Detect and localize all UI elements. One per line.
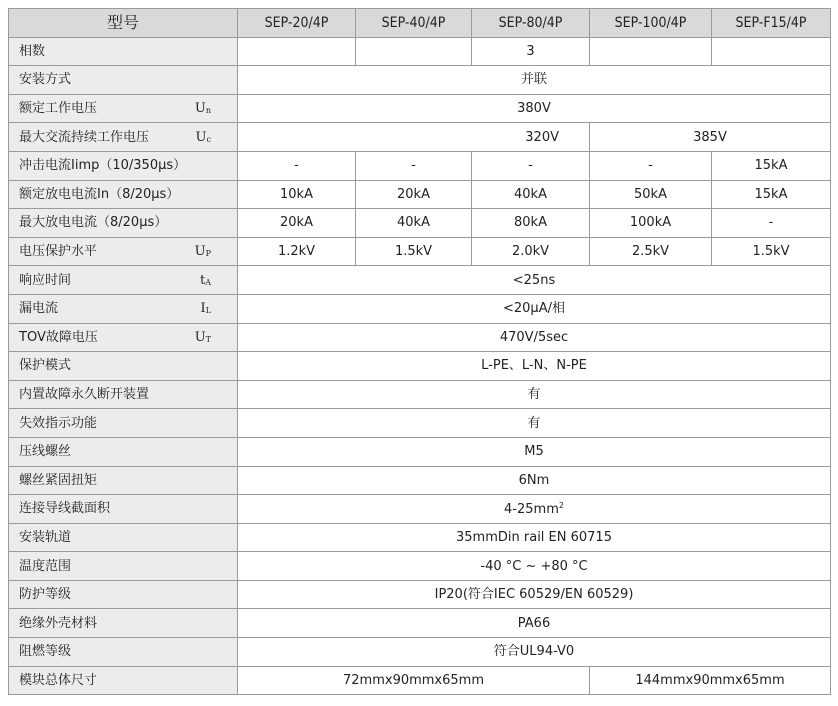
- cell-value: M5: [238, 437, 831, 466]
- row-screw-torque: [9, 466, 831, 495]
- cell-value: 40kA: [356, 209, 472, 238]
- cell-value: 20kA: [238, 209, 356, 238]
- row-terminal-screw: [9, 437, 831, 466]
- row-label: 安装轨道: [9, 523, 238, 552]
- cell-value: 10kA: [238, 180, 356, 209]
- cell-value: IP20(符合IEC 60529/EN 60529): [238, 580, 831, 609]
- symbol-main: U: [194, 244, 206, 260]
- cell-value: 35mmDin rail EN 60715: [238, 523, 831, 552]
- symbol-sub: c: [206, 134, 211, 144]
- row-max-cont-voltage: [9, 123, 831, 152]
- cell-value: <20μA/相: [238, 294, 831, 323]
- cell-value: 3: [472, 37, 590, 66]
- row-protection-mode: [9, 352, 831, 381]
- row-max-discharge: [9, 209, 831, 238]
- cell-value: 15kA: [712, 151, 831, 180]
- symbol-main: I: [200, 301, 206, 317]
- row-label: TOV故障电压: [19, 329, 98, 345]
- symbol: [195, 245, 211, 258]
- cell-value: 有: [238, 380, 831, 409]
- cell-value: 144mmx90mmx65mm: [590, 666, 831, 695]
- spec-table: [8, 8, 831, 695]
- model-col-3: SEP-80/4P: [472, 9, 590, 38]
- model-col-2: SEP-40/4P: [356, 9, 472, 38]
- row-label: 温度范围: [9, 552, 238, 581]
- superscript: 2: [558, 500, 564, 510]
- row-label-cell: [9, 237, 238, 266]
- row-temp-range: [9, 552, 831, 581]
- model-header-label: 型号: [9, 9, 238, 38]
- row-label: 漏电流: [19, 301, 59, 317]
- row-wire-section: [9, 495, 831, 524]
- row-label: 压线螺丝: [9, 437, 238, 466]
- symbol: [195, 102, 211, 115]
- symbol-sub: L: [205, 306, 211, 316]
- cell-value: 1.5kV: [356, 237, 472, 266]
- cell-value: 符合UL94-V0: [238, 638, 831, 667]
- model-col-5: SEP-F15/4P: [712, 9, 831, 38]
- symbol: [201, 302, 211, 315]
- symbol-main: t: [199, 272, 206, 288]
- cell-value: -: [356, 151, 472, 180]
- cell-value: 1.2kV: [238, 237, 356, 266]
- cell-value: -: [712, 209, 831, 238]
- cell-value: 1.5kV: [712, 237, 831, 266]
- row-label: 绝缘外壳材料: [9, 609, 238, 638]
- row-label: 连接导线截面积: [9, 495, 238, 524]
- row-housing-material: [9, 609, 831, 638]
- symbol-sub: A: [205, 277, 211, 287]
- row-label: 相数: [9, 37, 238, 66]
- cell-empty: [356, 37, 472, 66]
- cell-value: 4-25mm: [504, 501, 559, 517]
- cell-value: 380V: [238, 94, 831, 123]
- symbol-sub: P: [205, 249, 211, 259]
- row-tov-voltage: [9, 323, 831, 352]
- row-label: 内置故障永久断开装置: [9, 380, 238, 409]
- row-ip-rating: [9, 580, 831, 609]
- symbol-main: U: [194, 329, 206, 345]
- row-label-cell: [9, 266, 238, 295]
- symbol-sub: n: [205, 106, 211, 116]
- row-label: 模块总体尺寸: [9, 666, 238, 695]
- row-rail: [9, 523, 831, 552]
- symbol: [196, 131, 211, 144]
- symbol: [195, 331, 211, 344]
- cell-value: 20kA: [356, 180, 472, 209]
- cell-value: 6Nm: [238, 466, 831, 495]
- row-label: 防护等级: [9, 580, 238, 609]
- cell-value-wrap: [238, 495, 831, 524]
- row-phases: [9, 37, 831, 66]
- cell-value: L-PE、L-N、N-PE: [238, 352, 831, 381]
- cell-value: 并联: [238, 66, 831, 95]
- cell-value: -: [472, 151, 590, 180]
- row-label: 螺丝紧固扭矩: [9, 466, 238, 495]
- row-dimensions: [9, 666, 831, 695]
- cell-empty: [238, 37, 356, 66]
- row-label: 最大交流持续工作电压: [19, 129, 150, 145]
- model-col-4: SEP-100/4P: [590, 9, 712, 38]
- row-rated-voltage: [9, 94, 831, 123]
- cell-value: <25ns: [238, 266, 831, 295]
- row-impulse-current: [9, 151, 831, 180]
- row-label: 额定工作电压: [19, 101, 98, 117]
- row-label: 安装方式: [9, 66, 238, 95]
- cell-value: 2.5kV: [590, 237, 712, 266]
- row-label: 额定放电电流In（8/20μs）: [9, 180, 238, 209]
- cell-value: 320V: [238, 123, 590, 152]
- row-label: 失效指示功能: [9, 409, 238, 438]
- row-label-cell: [9, 294, 238, 323]
- symbol: [200, 274, 211, 287]
- row-flame-rating: [9, 638, 831, 667]
- row-label: 阻燃等级: [9, 638, 238, 667]
- row-protection-level: [9, 237, 831, 266]
- row-label-cell: [9, 123, 238, 152]
- row-label: 响应时间: [19, 272, 72, 288]
- row-failure-indicator: [9, 409, 831, 438]
- row-builtin-disconnector: [9, 380, 831, 409]
- row-label-cell: [9, 94, 238, 123]
- cell-value: PA66: [238, 609, 831, 638]
- cell-value: -: [590, 151, 712, 180]
- cell-value: 40kA: [472, 180, 590, 209]
- row-response-time: [9, 266, 831, 295]
- cell-value: 2.0kV: [472, 237, 590, 266]
- model-col-1: SEP-20/4P: [238, 9, 356, 38]
- row-install-method: [9, 66, 831, 95]
- symbol-main: U: [194, 101, 206, 117]
- cell-value: -: [238, 151, 356, 180]
- row-label: 最大放电电流（8/20μs）: [9, 209, 238, 238]
- row-label: 电压保护水平: [19, 244, 98, 260]
- symbol-sub: T: [205, 334, 211, 344]
- cell-value: 15kA: [712, 180, 831, 209]
- symbol-main: U: [195, 129, 207, 145]
- cell-value: 470V/5sec: [238, 323, 831, 352]
- row-rated-discharge: [9, 180, 831, 209]
- cell-value: 100kA: [590, 209, 712, 238]
- header-row: [9, 9, 831, 38]
- row-leakage-current: [9, 294, 831, 323]
- cell-value: 385V: [590, 123, 831, 152]
- cell-empty: [712, 37, 831, 66]
- cell-value: 80kA: [472, 209, 590, 238]
- row-label: 保护模式: [9, 352, 238, 381]
- cell-empty: [590, 37, 712, 66]
- row-label-cell: [9, 323, 238, 352]
- cell-value: 有: [238, 409, 831, 438]
- cell-value: 50kA: [590, 180, 712, 209]
- row-label: 冲击电流Iimp（10/350μs）: [9, 151, 238, 180]
- cell-value: 72mmx90mmx65mm: [238, 666, 590, 695]
- cell-value: -40 °C ~ +80 °C: [238, 552, 831, 581]
